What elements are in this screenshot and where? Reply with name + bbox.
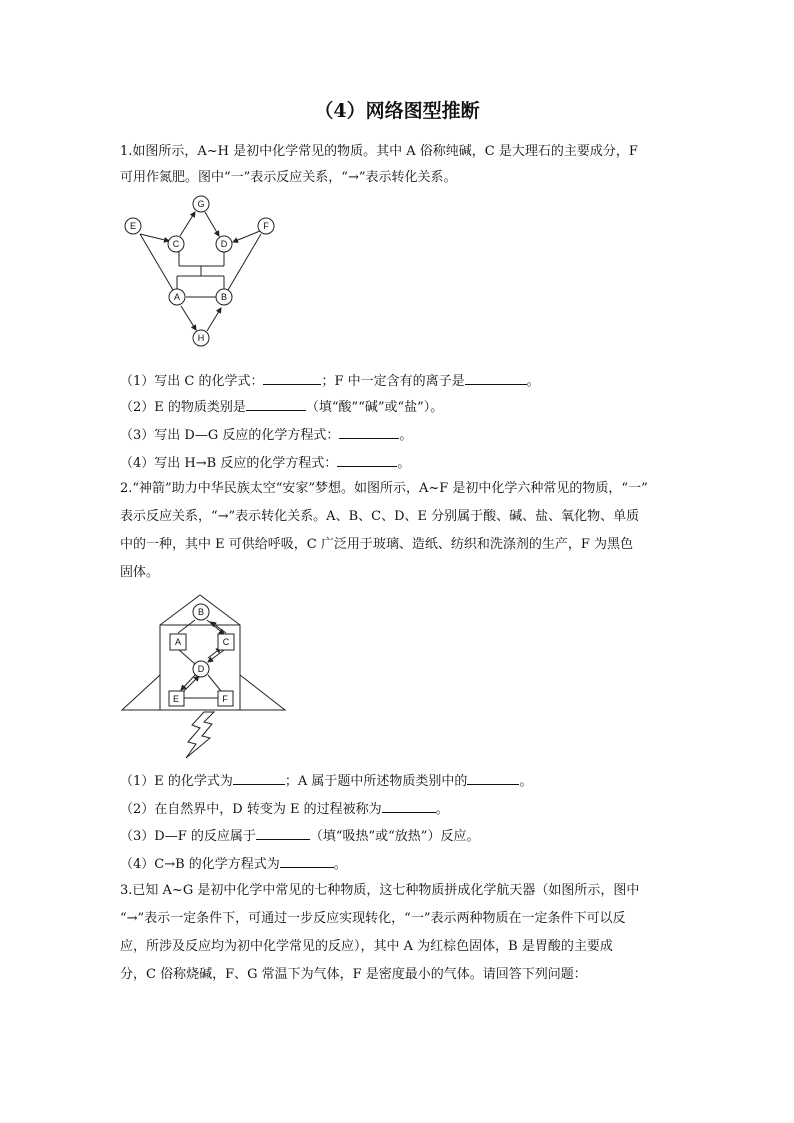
- answer-blank[interactable]: [382, 800, 436, 813]
- q1-sub2: （2）E 的物质类别是 （填“酸”“碱”或“盐”）。: [120, 400, 444, 415]
- q2-node-label: E: [172, 694, 180, 704]
- answer-blank[interactable]: [467, 772, 519, 785]
- q2-sub3: （3）D—F 的反应属于 （填“吸热”或“放热”）反应。: [120, 829, 480, 844]
- answer-blank[interactable]: [233, 772, 285, 785]
- q1-stem-line: 1.如图所示，A~H 是初中化学常见的物质。其中 A 俗称纯碱，C 是大理石的主要成分，F: [120, 144, 638, 159]
- q2-sub2: （2）在自然界中，D 转变为 E 的过程被称为 。: [120, 802, 449, 817]
- q3-stem-line: 应，所涉及反应均为初中化学常见的反应），其中 A 为红棕色固体，B 是胃酸的主要成: [120, 939, 613, 954]
- q3-stem-line: “→”表示一定条件下，可通过一步反应实现转化，“一”表示两种物质在一定条件下可以反: [120, 911, 626, 926]
- q1-node-label: H: [197, 333, 205, 343]
- q2-stem-line: 中的一种，其中 E 可供给呼吸，C 广泛用于玻璃、造纸、纺织和洗涤剂的生产，F 为黑色: [120, 537, 633, 552]
- answer-blank[interactable]: [337, 454, 397, 467]
- q2-stem-line: 固体。: [120, 565, 160, 580]
- q2-node-label: A: [174, 637, 182, 647]
- answer-blank[interactable]: [280, 855, 334, 868]
- answer-blank[interactable]: [246, 398, 306, 411]
- answer-blank[interactable]: [263, 372, 321, 385]
- answer-blank[interactable]: [465, 372, 527, 385]
- q2-stem-line: 2.“神箭”助力中华民族太空“安家”梦想。如图所示，A~F 是初中化学六种常见的物质，“一”: [120, 481, 648, 496]
- q1-node-label: G: [197, 199, 205, 209]
- q1-sub1: （1）写出 C 的化学式： ；F 中一定含有的离子是 。: [120, 374, 540, 389]
- q1-stem-line: 可用作氮肥。图中“一”表示反应关系，“→”表示转化关系。: [120, 170, 457, 185]
- q1-network-diagram: [120, 190, 290, 360]
- q1-node-label: B: [220, 292, 228, 302]
- q1-sub4: （4）写出 H→B 反应的化学方程式： 。: [120, 456, 411, 471]
- q1-node-label: E: [129, 221, 137, 231]
- q2-rocket-diagram: [120, 590, 288, 760]
- q1-node-label: F: [263, 221, 269, 231]
- q2-node-label: B: [197, 607, 205, 617]
- q1-node-label: D: [220, 239, 228, 249]
- answer-blank[interactable]: [256, 827, 310, 840]
- q1-sub3: （3）写出 D—G 反应的化学方程式： 。: [120, 428, 413, 443]
- q2-node-label: F: [222, 694, 228, 704]
- q2-sub1: （1）E 的化学式为 ；A 属于题中所述物质类别中的 。: [120, 774, 533, 789]
- answer-blank[interactable]: [339, 426, 399, 439]
- q3-stem-line: 分，C 俗称烧碱，F、G 常温下为气体，F 是密度最小的气体。请回答下列问题：: [120, 967, 587, 982]
- page-title: （4）网络图型推断: [314, 100, 480, 122]
- q1-node-label: C: [172, 239, 180, 249]
- q2-stem-line: 表示反应关系，“→”表示转化关系。A、B、C、D、E 分别属于酸、碱、盐、氧化物、单质: [120, 509, 640, 524]
- q2-node-label: D: [197, 664, 205, 674]
- q3-stem-line: 3.已知 A~G 是初中化学中常见的七种物质，这七种物质拼成化学航天器（如图所示，图中: [120, 883, 640, 898]
- q1-node-label: A: [173, 292, 181, 302]
- q2-sub4: （4）C→B 的化学方程式为 。: [120, 857, 347, 872]
- q2-node-label: C: [222, 637, 230, 647]
